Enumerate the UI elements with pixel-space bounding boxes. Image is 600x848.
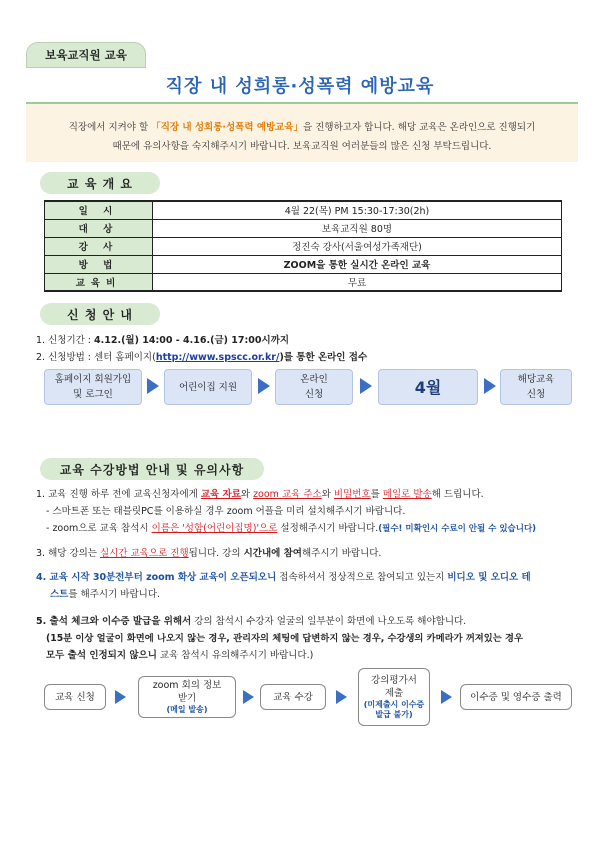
flow-apply: 교육 신청 (44, 684, 106, 710)
overview-label: 방 법 (45, 255, 153, 273)
overview-label: 일 시 (45, 201, 153, 219)
flow-zoom-info: zoom 회의 정보 받기 (메일 발송) (138, 676, 236, 718)
guide-item-4-cont: 스트를 해주시기 바랍니다. (50, 589, 161, 600)
overview-label: 강 사 (45, 237, 153, 255)
overview-value: ZOOM을 통한 실시간 온라인 교육 (153, 255, 562, 273)
guide-item-4: 4. 교육 시작 30분전부터 zoom 화상 교육이 오픈되오니 접속하셔서 정상적으로 참여되고 있는지 비디오 및 오디오 테 (36, 572, 531, 583)
guide-heading: 교육 수강방법 안내 및 유의사항 (40, 458, 264, 480)
guide-sub-2: - zoom으로 교육 참석시 이름은 '성함(어린이집명)'으로 설정해주시기 바랍니다.(필수! 미확인시 수료이 안될 수 있습니다) (46, 523, 537, 534)
arrow-right-icon (115, 690, 126, 704)
guide-sub-1: - 스마트폰 또는 태블릿PC를 이용하실 경우 zoom 어플을 미리 설치해주시기 바랍니다. (46, 506, 406, 517)
arrow-right-icon (258, 378, 270, 394)
overview-value: 4월 22(목) PM 15:30-17:30(2h) (153, 201, 562, 219)
step-signup: 홈페이지 회원가입 및 로그인 (44, 369, 142, 405)
guide-item-3: 3. 해당 강의는 실시간 교육으로 진행됩니다. 강의 시간내에 참여해주시기 바랍니다. (36, 548, 382, 559)
overview-row (45, 255, 562, 273)
overview-row (45, 219, 562, 237)
overview-value: 정진숙 강사(서울여성가족재단) (153, 237, 562, 255)
guide-item-5-note-2: 모두 출석 인정되지 않으니 교육 참석시 유의해주시기 바랍니다.) (46, 650, 314, 661)
step-daycare: 어린이집 지원 (164, 369, 252, 405)
intro-line-1: 직장에서 지켜야 할 「직장 내 성희롱·성폭력 예방교육」을 진행하고자 합니다. 해당 교육은 온라인으로 진행되기 (68, 122, 536, 133)
apply-method: 2. 신청방법 : 센터 홈페이지(http://www.spscc.or.kr/)를 통한 온라인 접수 (36, 352, 368, 363)
overview-value: 무료 (153, 273, 562, 291)
overview-row (45, 273, 562, 291)
overview-heading: 교 육 개 요 (40, 172, 160, 194)
homepage-link[interactable]: http://www.spscc.or.kr/ (155, 352, 280, 363)
guide-item-5: 5. 출석 체크와 이수증 발급을 위해서 강의 참석시 수강자 얼굴의 일부분이 화면에 나오도록 해야합니다. (36, 616, 467, 627)
apply-heading: 신 청 안 내 (40, 303, 160, 325)
category-tag: 보육교직원 교육 (26, 42, 146, 68)
step-month: 4월 (378, 369, 478, 405)
flow-evaluation: 강의평가서 제출 (미제출시 이수증 발급 불가) (358, 668, 430, 726)
arrow-right-icon (147, 378, 159, 394)
overview-value: 보육교직원 80명 (153, 219, 562, 237)
overview-label: 대 상 (45, 219, 153, 237)
page-title: 직장 내 성희롱·성폭력 예방교육 (165, 76, 435, 97)
step-online: 온라인 신청 (275, 369, 353, 405)
apply-period: 1. 신청기간 : 4.12.(월) 14:00 - 4.16.(금) 17:00시까지 (36, 335, 290, 346)
arrow-right-icon (484, 378, 496, 394)
overview-row (45, 201, 562, 219)
flow-attend: 교육 수강 (260, 684, 326, 710)
intro-line-2: 때문에 유의사항을 숙지해주시기 바랍니다. 보육교직원 여러분들의 많은 신청 부탁드립니다. (112, 141, 492, 152)
guide-item-1: 1. 교육 진행 하루 전에 교육신청자에게 교육 자료와 zoom 교육 주소와 비밀번호를 메일로 발송해 드립니다. (36, 489, 484, 500)
arrow-right-icon (441, 690, 452, 704)
overview-row (45, 237, 562, 255)
overview-label: 교육비 (45, 273, 153, 291)
overview-table (44, 200, 562, 292)
guide-item-5-note: (15분 이상 얼굴이 화면에 나오지 않는 경우, 관리자의 체팅에 답변하지 않는 경우, 수강생의 카메라가 꺼져있는 경우 (46, 633, 523, 644)
arrow-right-icon (360, 378, 372, 394)
intro-box (26, 104, 578, 162)
flow-certificate: 이수증 및 영수증 출력 (460, 684, 572, 710)
arrow-right-icon (336, 690, 347, 704)
step-course: 해당교육 신청 (500, 369, 572, 405)
arrow-right-icon (243, 690, 254, 704)
